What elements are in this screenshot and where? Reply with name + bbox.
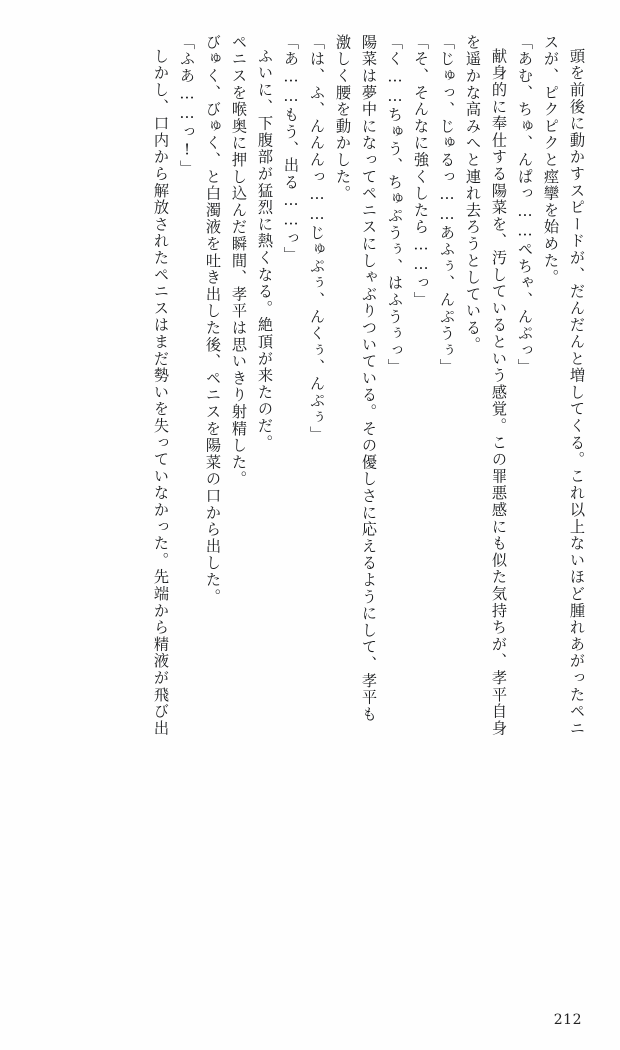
text-line: 陽菜は夢中になってペニスにしゃぶりついている。その優しさに応えるようにして、孝平も — [360, 34, 378, 723]
text-line: を遥かな高みへと連れ去ろうとしている。 — [464, 34, 482, 354]
text-line: びゅく、びゅく、と白濁液を吐き出した後、ペニスを陽菜の口から出した。 — [204, 34, 222, 606]
text-line: 「あ……もう、出る……っ」 — [282, 34, 300, 264]
text-line: スが、ピクピクと痙攣を始めた。 — [542, 34, 560, 286]
page-number: 212 — [553, 1012, 582, 1028]
text-line: 「そ、そんなに強くしたら……っ」 — [412, 34, 430, 309]
text-line: 献身的に奉仕する陽菜を、汚しているという感覚。この罪悪感にも似た気持ちが、孝平自身 — [490, 48, 508, 737]
text-line: 「く……ちゅう、ちゅぷうぅ、はふうぅっ」 — [386, 34, 404, 376]
text-line: 「は、ふ、んんんっ……じゅぷぅ、んくぅ、んぷぅ」 — [308, 34, 326, 443]
text-line: 「あむ、ちゅ、んぱっ……ぺちゃ、んぷっ」 — [516, 34, 534, 376]
text-line: しかし、口内から解放されたペニスはまだ勢いを失っていなかった。先端から精液が飛び出 — [152, 48, 170, 737]
text-line: 激しく腰を動かした。 — [334, 34, 352, 202]
text-line: ふいに、下腹部が猛烈に熱くなる。絶頂が来たのだ。 — [256, 48, 274, 452]
text-line: 「じゅっ、じゅるっ……あふぅ、んぷうぅ」 — [438, 34, 456, 376]
vertical-text-block — [60, 34, 584, 964]
text-line: 頭を前後に動かすスピードが、だんだんと増してくる。これ以上ないほど腫れあがったペニ — [568, 48, 586, 737]
text-line: ペニスを喉奥に押し込んだ瞬間、孝平は思いきり射精した。 — [230, 34, 248, 488]
text-line: 「ふあ……っ!」 — [178, 34, 196, 177]
